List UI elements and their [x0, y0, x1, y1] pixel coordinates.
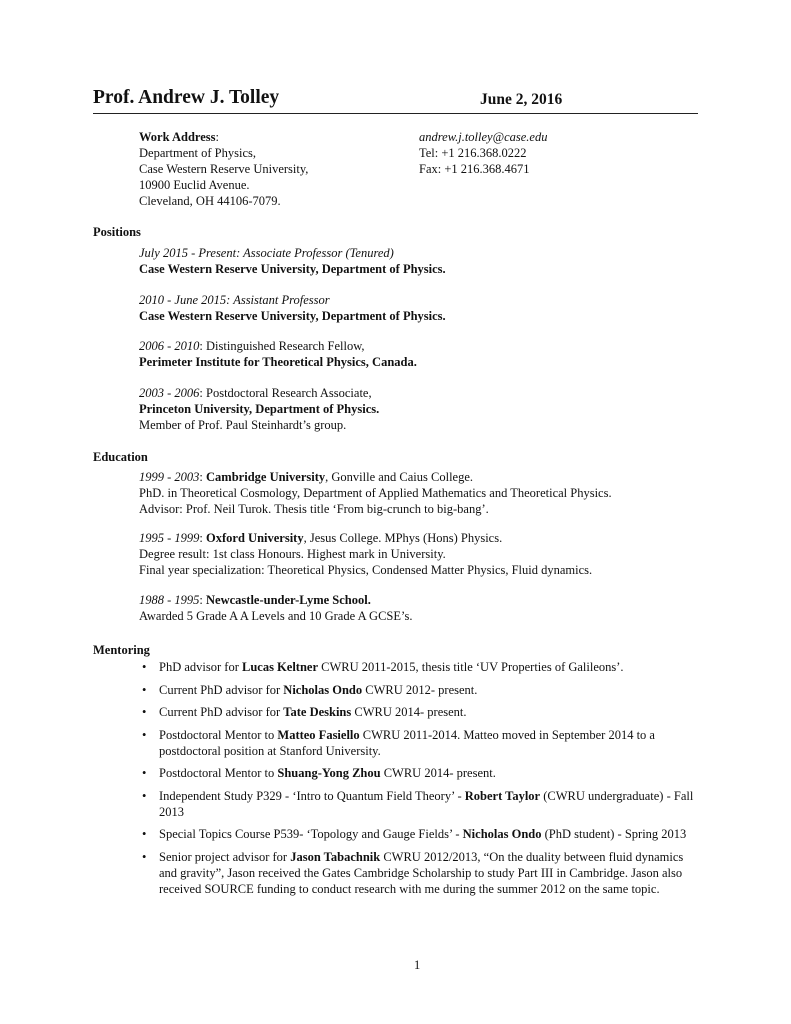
- mentoring-text: CWRU 2012/2013, “On the duality between fluid dynamics and gravity”, Jason received the Gates Cambridge Scholarship to study Part III in Cambridge. Jason also received SOURCE funding to conduct research with me during the summer 2012 on the same topic.: [159, 849, 684, 896]
- positions-heading: Positions: [93, 225, 141, 239]
- fax: Fax: +1 216.368.4671: [419, 162, 530, 176]
- bullet-icon: •: [142, 705, 147, 719]
- mentoring-list: [142, 659, 700, 903]
- list-item: [142, 682, 700, 698]
- header-rule: [93, 113, 698, 114]
- education-school: Oxford University: [206, 531, 304, 545]
- mentee-name: Jason Tabachnik: [290, 849, 381, 864]
- mentoring-text: CWRU 2011-2015, thesis title ‘UV Properties of Galileons’.: [318, 660, 624, 674]
- mentee-name: Nicholas Ondo: [283, 682, 363, 697]
- education-period: 1995 - 1999: [139, 531, 200, 545]
- work-address-heading: [139, 129, 308, 145]
- education-heading-line: [139, 469, 612, 485]
- position-institution: Perimeter Institute for Theoretical Physics, Canada.: [139, 355, 417, 369]
- mentee-name: Matteo Fasiello: [277, 727, 360, 742]
- education-college: , Jesus College. MPhys (Hons) Physics.: [303, 531, 503, 545]
- work-address-label: Work Address: [139, 130, 216, 144]
- education-entry: [139, 592, 412, 624]
- position-heading-line: [139, 385, 379, 401]
- list-item: [142, 788, 700, 820]
- telephone: Tel: +1 216.368.0222: [419, 146, 527, 160]
- mentee-name: Tate Deskins: [283, 705, 352, 719]
- education-heading-line: [139, 530, 592, 546]
- education-period: 1999 - 2003: [139, 470, 200, 484]
- mentee-name: Lucas Keltner: [241, 660, 319, 674]
- education-detail: PhD. in Theoretical Cosmology, Department of Applied Mathematics and Theoretical Physics.: [139, 486, 612, 500]
- work-address-colon: :: [215, 130, 220, 144]
- page-number: 1: [414, 958, 421, 972]
- education-period: 1988 - 1995: [139, 593, 200, 607]
- education-detail: Final year specialization: Theoretical Physics, Condensed Matter Physics, Fluid dynamics.: [139, 563, 593, 577]
- position-entry: [139, 385, 379, 433]
- education-detail: Degree result: 1st class Honours. Highest mark in University.: [139, 547, 446, 561]
- list-item: [142, 849, 700, 897]
- position-heading-line: [139, 338, 417, 354]
- list-item: [142, 727, 700, 759]
- position-period: 2006 - 2010: [139, 339, 200, 353]
- education-entry: [139, 469, 612, 517]
- position-period: 2003 - 2006: [139, 386, 200, 400]
- mentoring-text: Current PhD advisor for: [159, 705, 284, 719]
- position-entry: [139, 245, 446, 277]
- bullet-icon: •: [142, 727, 147, 742]
- position-role: : Distinguished Research Fellow,: [199, 339, 365, 353]
- address-line: Department of Physics,: [139, 146, 256, 160]
- position-note: Member of Prof. Paul Steinhardt’s group.: [139, 418, 347, 432]
- mentoring-text: CWRU 2014- present.: [351, 705, 467, 719]
- mentoring-text: Current PhD advisor for: [159, 682, 284, 697]
- bullet-icon: •: [142, 849, 147, 864]
- mentoring-text: Postdoctoral Mentor to: [159, 727, 278, 742]
- position-entry: [139, 292, 446, 324]
- education-entry: [139, 530, 592, 578]
- mentoring-heading: Mentoring: [93, 643, 150, 657]
- position-institution: Case Western Reserve University, Department of Physics.: [139, 309, 446, 323]
- mentoring-text: CWRU 2011-2014. Matteo moved in September 2014 to a postdoctoral position at Stanford University.: [159, 727, 655, 758]
- mentee-name: Nicholas Ondo: [462, 827, 542, 841]
- education-separator: :: [199, 470, 207, 484]
- education-separator: :: [199, 593, 207, 607]
- mentoring-text: CWRU 2012- present.: [362, 682, 478, 697]
- bullet-icon: •: [142, 660, 147, 674]
- work-address: [139, 129, 308, 209]
- mentoring-text: Independent Study P329 - ‘Intro to Quantum Field Theory’ -: [159, 788, 465, 803]
- education-heading: Education: [93, 450, 148, 464]
- bullet-icon: •: [142, 766, 147, 780]
- education-heading-line: [139, 592, 412, 608]
- mentoring-text: Special Topics Course P539- ‘Topology and Gauge Fields’ -: [159, 827, 463, 841]
- mentoring-text: CWRU 2014- present.: [380, 766, 496, 780]
- education-school: Newcastle-under-Lyme School.: [206, 593, 371, 607]
- mentoring-text: (CWRU undergraduate) - Fall 2013: [159, 788, 694, 819]
- position-entry: [139, 338, 417, 370]
- education-detail: Advisor: Prof. Neil Turok. Thesis title ‘From big-crunch to big-bang’.: [139, 502, 489, 516]
- bullet-icon: •: [142, 827, 147, 841]
- position-role: : Postdoctoral Research Associate,: [199, 386, 372, 400]
- mentoring-text: PhD advisor for: [159, 660, 242, 674]
- position-institution: Case Western Reserve University, Department of Physics.: [139, 262, 446, 276]
- cv-name: Prof. Andrew J. Tolley: [93, 87, 280, 108]
- education-separator: :: [199, 531, 207, 545]
- list-item: [142, 765, 700, 781]
- mentoring-text: Postdoctoral Mentor to: [159, 766, 278, 780]
- email-link[interactable]: andrew.j.tolley@case.edu: [419, 130, 548, 144]
- mentee-name: Shuang-Yong Zhou: [277, 766, 381, 780]
- contact-info: [419, 129, 547, 177]
- mentoring-text: Senior project advisor for: [159, 849, 291, 864]
- education-school: Cambridge University: [206, 470, 326, 484]
- mentee-name: Robert Taylor: [464, 788, 541, 803]
- bullet-icon: •: [142, 788, 147, 803]
- education-college: , Gonville and Caius College.: [325, 470, 474, 484]
- list-item: [142, 659, 700, 675]
- list-item: [142, 704, 700, 720]
- position-period: July 2015 - Present: Associate Professor (Tenured): [139, 246, 394, 260]
- education-detail: Awarded 5 Grade A A Levels and 10 Grade A GCSE’s.: [139, 609, 413, 623]
- address-line: Cleveland, OH 44106-7079.: [139, 194, 281, 208]
- cv-date: June 2, 2016: [480, 91, 563, 108]
- bullet-icon: •: [142, 682, 147, 697]
- position-period: 2010 - June 2015: Assistant Professor: [139, 293, 330, 307]
- address-line: Case Western Reserve University,: [139, 162, 309, 176]
- mentoring-text: (PhD student) - Spring 2013: [541, 827, 687, 841]
- address-line: 10900 Euclid Avenue.: [139, 178, 250, 192]
- list-item: [142, 826, 700, 842]
- position-institution: Princeton University, Department of Physics.: [139, 402, 380, 416]
